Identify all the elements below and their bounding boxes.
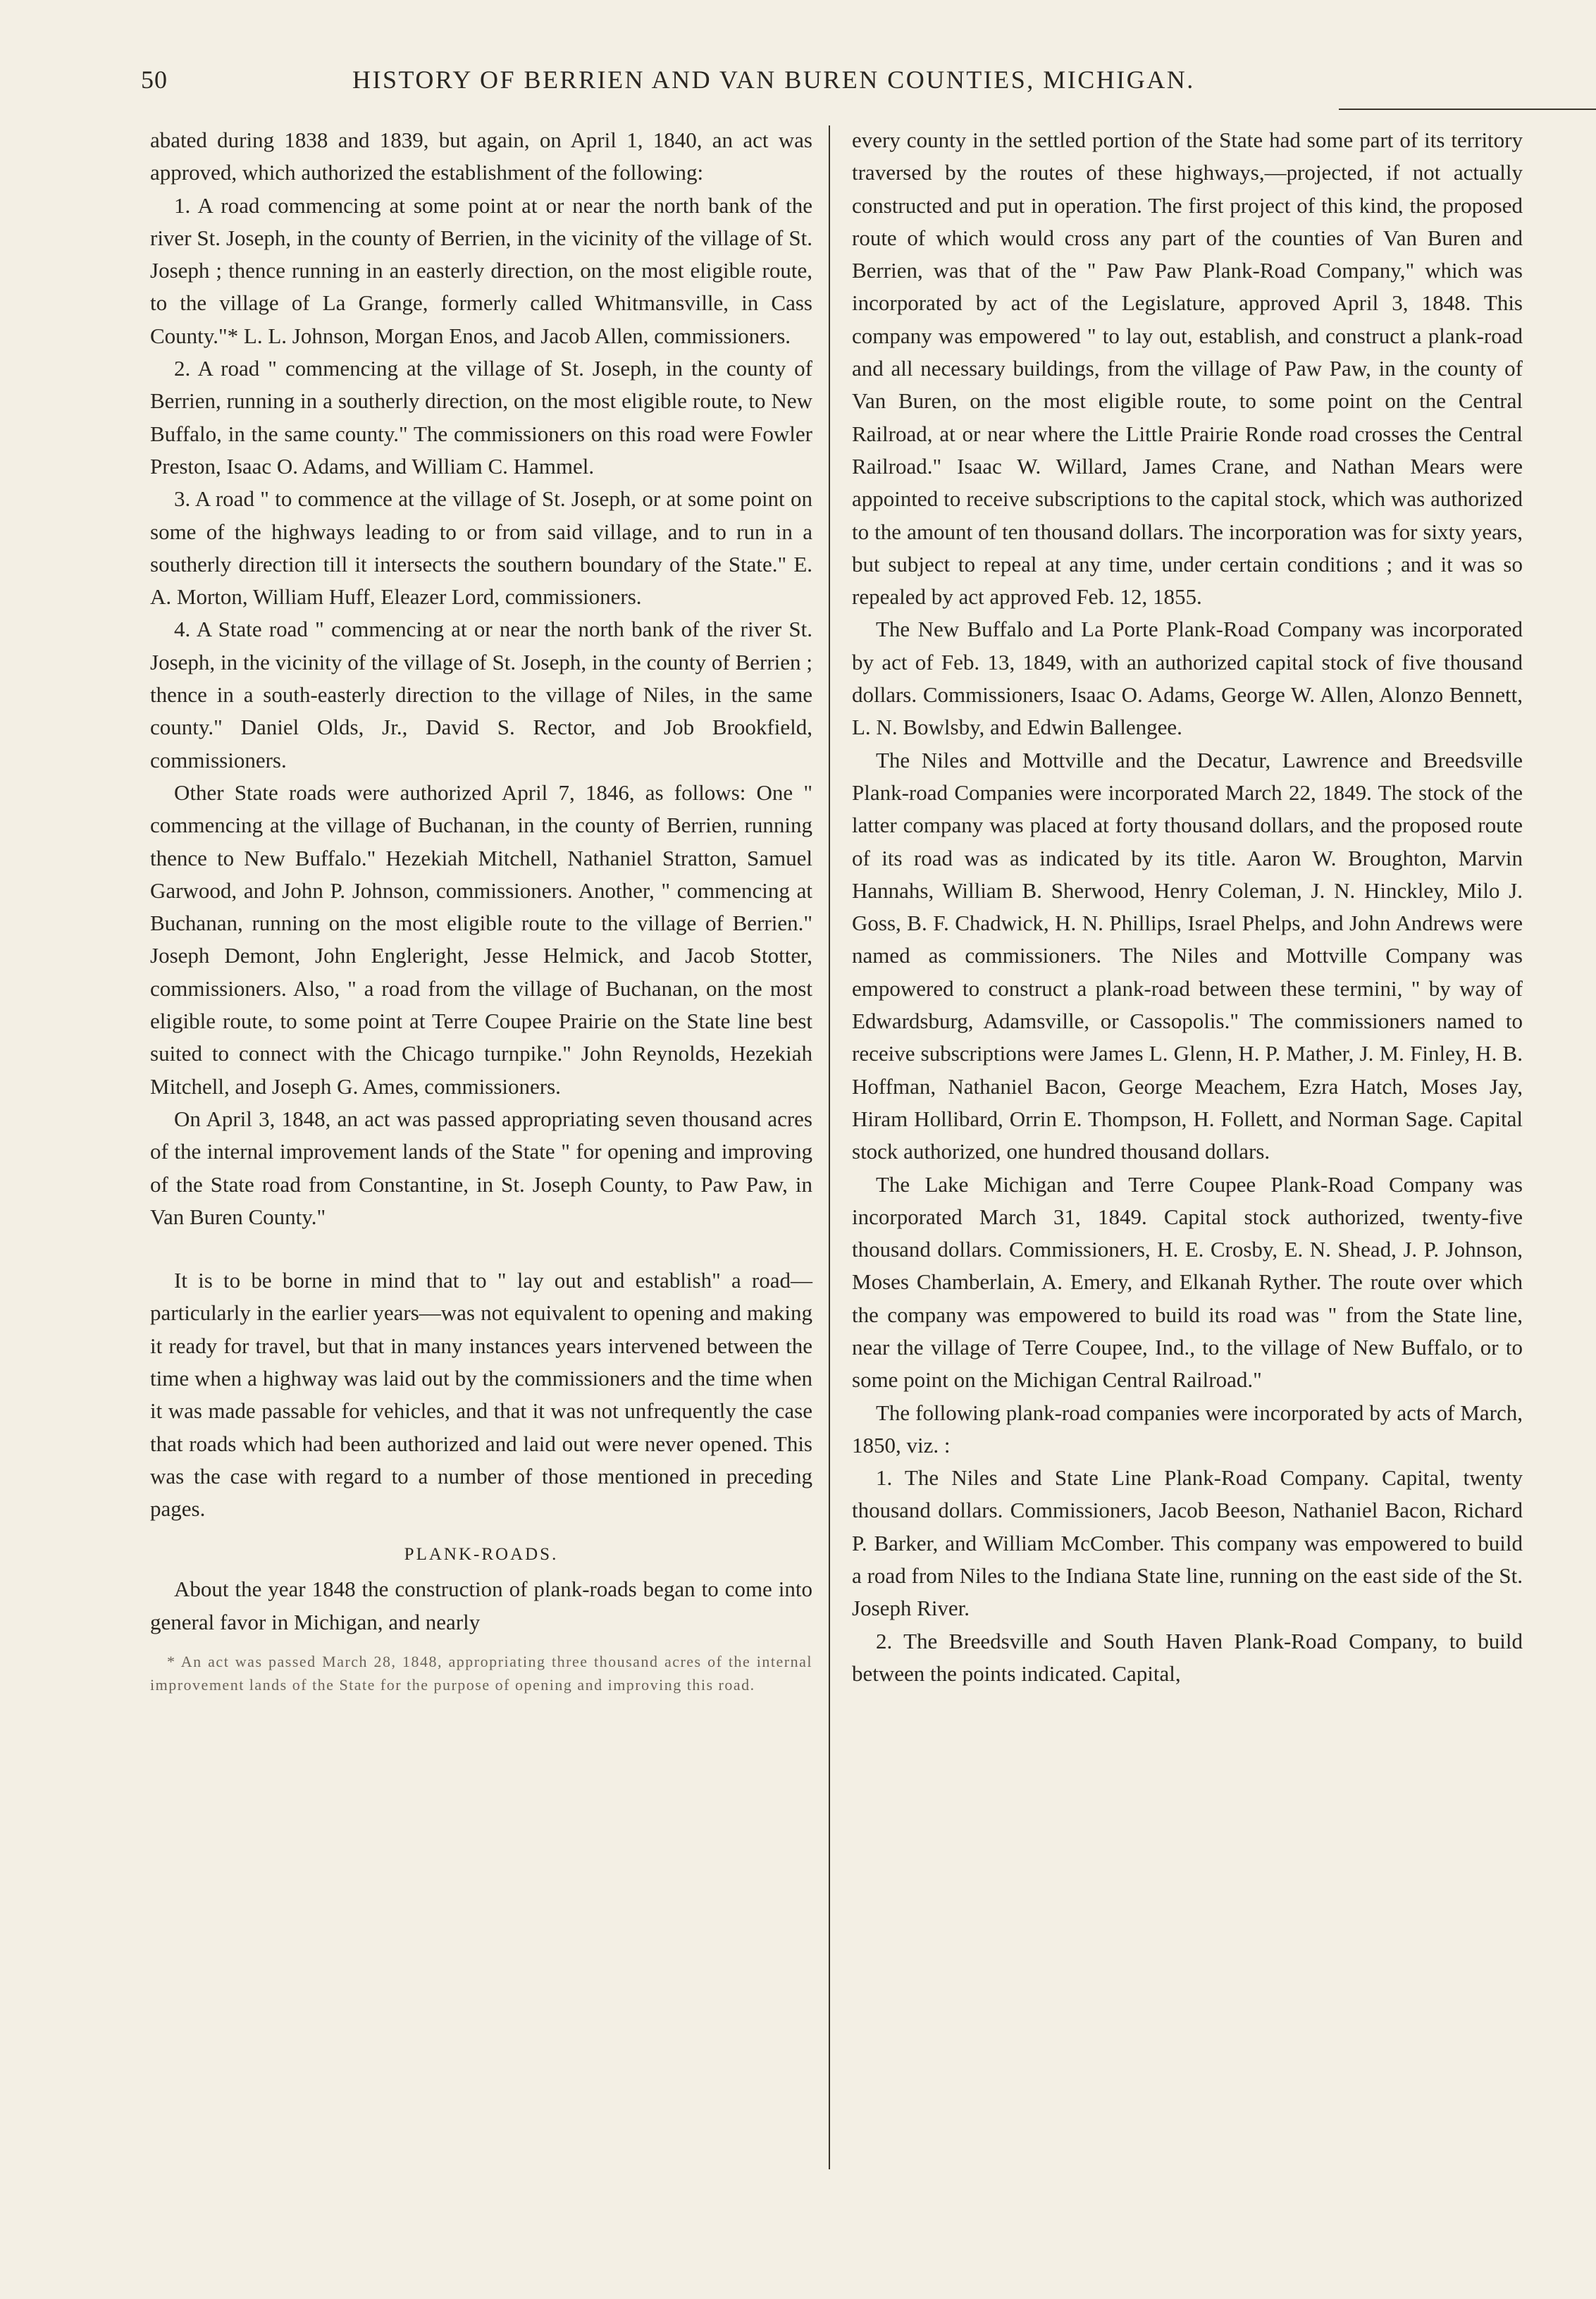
paragraph: The following plank-road companies were incorporated by acts of March, 1850, viz. :: [852, 1400, 1523, 1457]
paragraph: The New Buffalo and La Porte Plank-Road Company was incorporated by act of Feb. 13, 1849, with an authorized capital stock of five thousand dollars. Commissioners, Isaac O. Adams, George W. Allen, Alonzo Bennett, L. N. Bowlsby, and Edwin Ballengee.: [852, 617, 1523, 740]
paragraph: every county in the settled portion of the State had some part of its territory traversed by the routes of these highways,—projected, if not actually constructed and put in operation. The first project of this kind, the proposed route of which would cross any part of the counties of Van Buren and Berrien, was that of the " Paw Paw Plank-Road Company," which was incorporated by act of the Legislature, approved April 3, 1848. This company was empowered " to lay out, establish, and construct a plank-road and all necessary buildings, from the village of Paw Paw, in the county of Van Buren, on the most eligible route, to some point on the Central Railroad, at or near where the Little Prairie Ronde road crosses the Central Railroad." Isaac W. Willard, James Crane, and Nathan Mears were appointed to receive subscriptions to the capital stock, which was authorized to the amount of ten thousand dollars. The incorporation was for sixty years, but subject to repeal at any time, under certain conditions ; and it was so repealed by act approved Feb. 12, 1855.: [852, 128, 1523, 610]
paragraph: About the year 1848 the construction of plank-roads began to come into general favor in Michigan, and nearly: [150, 1577, 812, 1634]
page-header: [141, 65, 1402, 107]
paragraph: 3. A road " to commence at the village of St. Joseph, or at some point on some of the highways leading to or from said village, and to run in a southerly direction till it intersects the southern boundary of the State." E. A. Morton, William Huff, Eleazer Lord, commissioners.: [150, 486, 812, 610]
column-divider: [829, 125, 830, 2169]
running-title: HISTORY OF BERRIEN AND VAN BUREN COUNTIES, MICHIGAN.: [352, 66, 1195, 94]
paragraph: 2. A road " commencing at the village of St. Joseph, in the county of Berrien, running in a southerly direction, on the most eligible route, to New Buffalo, in the same county." The commissioners on this road were Fowler Preston, Isaac O. Adams, and William C. Hammel.: [150, 356, 812, 479]
page-number: 50: [141, 66, 168, 94]
paragraph: 1. The Niles and State Line Plank-Road Company. Capital, twenty thousand dollars. Commissioners, Jacob Beeson, Nathaniel Bacon, Richard P. Barker, and William McComber. This company was empowered to build a road from Niles to the Indiana State line, running on the east side of the St. Joseph River.: [852, 1465, 1523, 1621]
paragraph: The Lake Michigan and Terre Coupee Plank-Road Company was incorporated March 31, 1849. Capital stock authorized, twenty-five thousand dollars. Commissioners, H. E. Crosby, E. N. Shead, J. P. Johnson, Moses Chamberlain, A. Emery, and Elkanah Ryther. The route over which the company was empowered to build its road was " from the State line, near the village of Terre Coupee, Ind., to the village of New Buffalo, or to some point on the Michigan Central Railroad.": [852, 1171, 1523, 1393]
section-heading: PLANK-ROADS.: [404, 1545, 559, 1565]
paragraph: abated during 1838 and 1839, but again, on April 1, 1840, an act was approved, which authorized the establishment of the following:: [150, 128, 812, 185]
footnote: * An act was passed March 28, 1848, appropriating three thousand acres of the internal improvement lands of the State for the purpose of opening and improving this road.: [150, 1653, 812, 1694]
paragraph: 4. A State road " commencing at or near the north bank of the river St. Joseph, in the vicinity of the village of St. Joseph, in the county of Berrien ; thence in a south-easterly direction to the village of Niles, in the same county." Daniel Olds, Jr., David S. Rector, and Job Brookfield, commissioners.: [150, 617, 812, 772]
paragraph: On April 3, 1848, an act was passed appropriating seven thousand acres of the internal improvement lands of the State " for opening and improving of the State road from Constantine, in St. Joseph County, to Paw Paw, in Van Buren County.": [150, 1106, 812, 1229]
left-column: [150, 124, 812, 1696]
header-rule: [1339, 109, 1596, 110]
paragraph: 2. The Breedsville and South Haven Plank-Road Company, to build between the points indicated. Capital,: [852, 1628, 1523, 1686]
paragraph: The Niles and Mottville and the Decatur, Lawrence and Breedsville Plank-road Companies were incorporated March 22, 1849. The stock of the latter company was placed at forty thousand dollars, and the proposed route of its road was as indicated by its title. Aaron W. Broughton, Marvin Hannahs, William B. Sherwood, Henry Coleman, J. N. Hinckley, Milo J. Goss, B. F. Chadwick, H. N. Phillips, Israel Phelps, and John Andrews were named as commissioners. The Niles and Mottville Company was empowered to construct a plank-road between these termini, " by way of Edwardsburg, Adamsville, or Cassopolis." The commissioners named to receive subscriptions were James L. Glenn, H. P. Mather, J. M. Finley, H. B. Hoffman, Nathaniel Bacon, George Meachem, Ezra Hatch, Moses Jay, Hiram Hollibard, Orrin E. Thompson, H. Follett, and Norman Sage. Capital stock authorized, one hundred thousand dollars.: [852, 747, 1523, 1164]
paragraph: Other State roads were authorized April 7, 1846, as follows: One " commencing at the village of Buchanan, in the county of Berrien, running thence to New Buffalo." Hezekiah Mitchell, Nathaniel Stratton, Samuel Garwood, and John P. Johnson, commissioners. Another, " commencing at Buchanan, running on the most eligible route to the village of Berrien." Joseph Demont, John Engleright, Jesse Helmick, and Jacob Stotter, commissioners. Also, " a road from the village of Buchanan, on the most eligible route, to some point at Terre Coupee Prairie on the State line best suited to connect with the Chicago turnpike." John Reynolds, Hezekiah Mitchell, and Joseph G. Ames, commissioners.: [150, 779, 812, 1099]
right-column: [852, 124, 1523, 1690]
paragraph: 1. A road commencing at some point at or near the north bank of the river St. Joseph, in the county of Berrien, in the vicinity of the village of St. Joseph ; thence running in an easterly direction, on the most eligible route, to the village of La Grange, formerly called Whitmansville, in Cass County."* L. L. Johnson, Morgan Enos, and Jacob Allen, commissioners.: [150, 192, 812, 348]
paragraph: It is to be borne in mind that to " lay out and establish" a road—particularly in the earlier years—was not equivalent to opening and making it ready for travel, but that in many instances years intervened between the time when a highway was laid out by the commissioners and the time when it was made passable for vehicles, and that it was not unfrequently the case that roads which had been authorized and laid out were never opened. This was the case with regard to a number of those mentioned in preceding pages.: [150, 1268, 812, 1522]
